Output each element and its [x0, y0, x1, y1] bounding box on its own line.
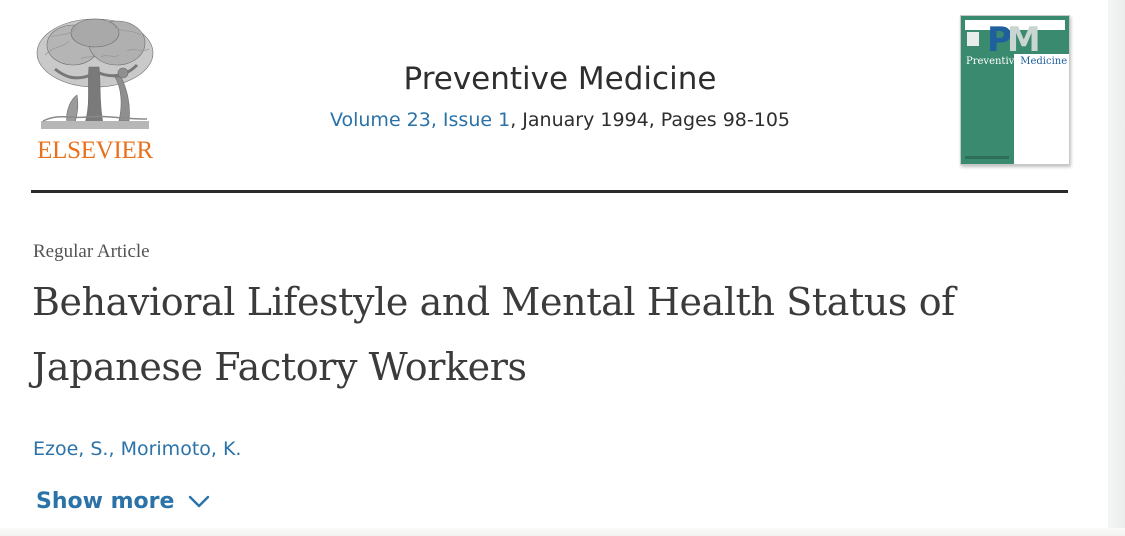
cover-journal-name [966, 56, 1067, 67]
issue-link[interactable]: Volume 23, Issue 1 [329, 109, 511, 131]
author-separator: , [108, 438, 121, 460]
publisher-logo[interactable] [31, 15, 159, 165]
journal-cover-thumbnail[interactable] [960, 15, 1070, 165]
journal-header [200, 57, 920, 133]
show-more-button[interactable] [36, 487, 210, 517]
author-link[interactable]: Ezoe, S. [33, 438, 109, 460]
header-divider [31, 190, 1068, 193]
cover-monogram-p: P [987, 20, 1007, 60]
author-link[interactable]: Morimoto, K. [120, 438, 242, 460]
cover-panel [1014, 54, 1069, 164]
show-more-label: Show more [36, 489, 175, 514]
cover-publisher-mark [967, 32, 979, 46]
issue-date-pages: , January 1994, Pages 98-105 [510, 109, 791, 131]
article-type: Regular Article [33, 241, 150, 262]
cover-footer-mark [965, 156, 1009, 159]
journal-title[interactable]: Preventive Medicine [403, 61, 717, 97]
cover-monogram-m: M [1006, 20, 1036, 60]
issue-line [200, 107, 920, 133]
publisher-name: ELSEVIER [37, 137, 153, 164]
article-title: Behavioral Lifestyle and Mental Health Status of Japanese Factory Workers [32, 280, 955, 389]
elsevier-tree-icon [31, 15, 159, 135]
cover-name-part1: Preventive [966, 56, 1021, 67]
chevron-down-icon [188, 495, 210, 509]
page-edge-right [1108, 0, 1125, 536]
cover-name-part2: Medicine [1020, 56, 1068, 67]
page-edge-bottom [0, 528, 1125, 536]
author-list [33, 436, 241, 462]
cover-monogram [987, 20, 1036, 60]
